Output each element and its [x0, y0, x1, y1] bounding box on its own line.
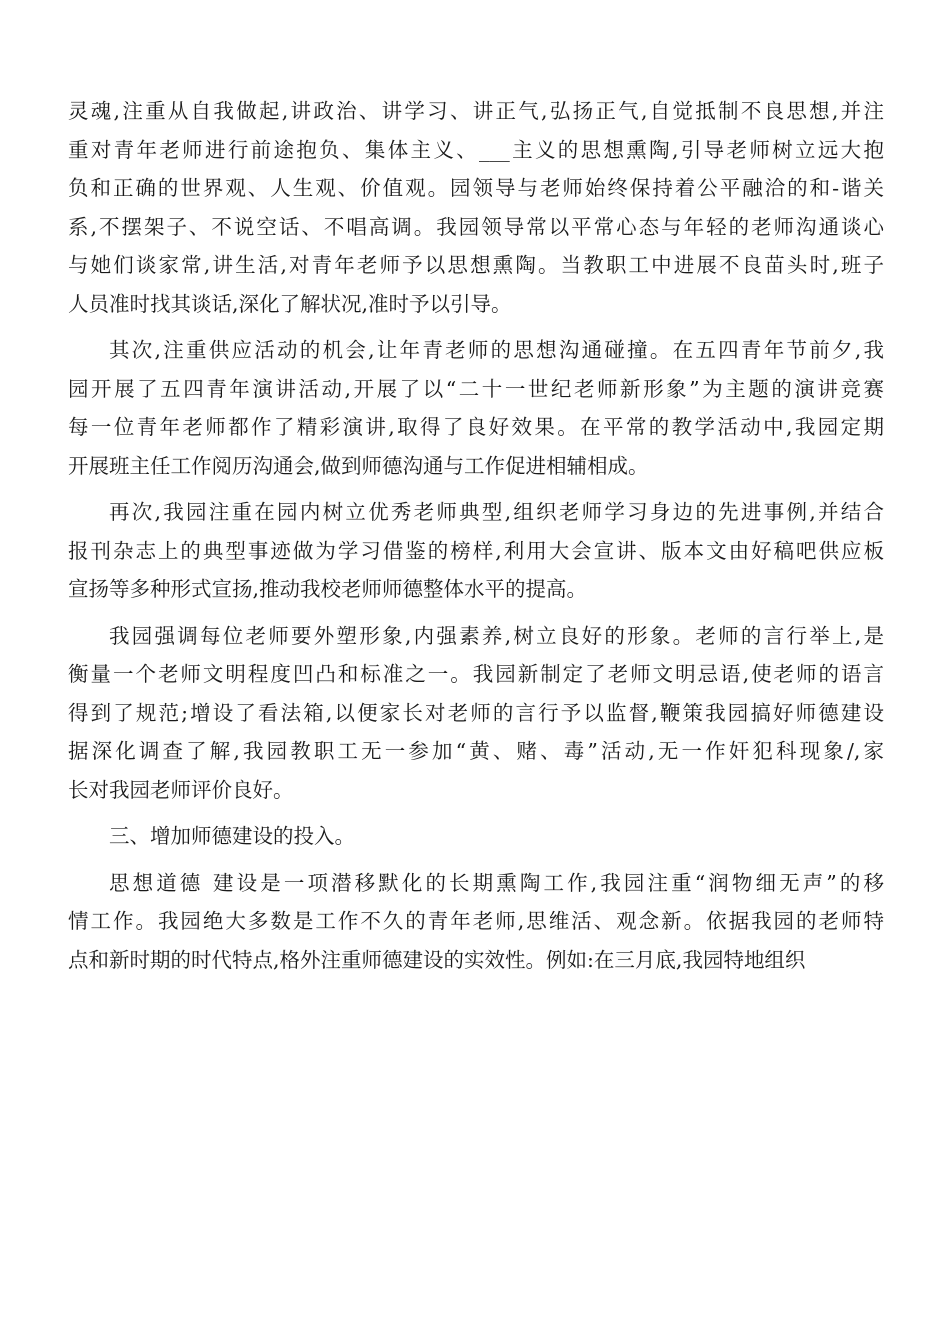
text-line: 人员准时找其谈话,深化了解状况,准时予以引导。	[68, 291, 512, 316]
paragraph	[68, 331, 884, 485]
text-line: 情工作。我园绝大多数是工作不久的青年老师,思维活、观念新。依据我园的老师特	[68, 909, 884, 933]
text-line: 宣扬等多种形式宣扬,推动我校老师师德整体水平的提高。	[68, 577, 588, 601]
text-line: 我园强调每位老师要外塑形象,内强素养,树立良好的形象。老师的言行举上,是	[109, 623, 884, 648]
text-line: 点和新时期的时代特点,格外注重师德建设的实效性。例如:在三月底,我园特地组织	[68, 947, 806, 972]
paragraph	[68, 493, 884, 609]
text-line: 得到了规范;增设了看法箱,以便家长对老师的言行予以监督,鞭策我园搞好师德建设	[68, 700, 884, 725]
text-line: 园开展了五四青年演讲活动,开展了以“二十一世纪老师新形象”为主题的演讲竞赛	[68, 376, 884, 401]
text-line: 灵魂,注重从自我做起,讲政治、讲学习、讲正气,弘扬正气,自觉抵制不良思想,并注	[68, 99, 884, 123]
paragraph	[68, 864, 884, 980]
text-line: 长对我园老师评价良好。	[68, 777, 294, 802]
text-line: 报刊杂志上的典型事迹做为学习借鉴的榜样,利用大会宣讲、版本文由好稿吧供应板	[68, 538, 884, 563]
text-line: 系,不摆架子、不说空话、不唱高调。我园领导常以平常心态与年轻的老师沟通谈心	[68, 214, 884, 239]
text-line: 衡量一个老师文明程度凹凸和标准之一。我园新制定了老师文明忌语,使老师的语言	[68, 662, 884, 686]
text-line: 开展班主任工作阅历沟通会,做到师德沟通与工作促进相辅相成。	[68, 453, 649, 478]
section-heading	[68, 817, 884, 856]
text-line: 再次,我园注重在园内树立优秀老师典型,组织老师学习身边的先进事例,并结合	[109, 500, 884, 524]
document-body	[68, 92, 884, 987]
text-line: 每一位青年老师都作了精彩演讲,取得了良好效果。在平常的教学活动中,我园定期	[68, 415, 884, 439]
text-line: 负和正确的世界观、人生观、价值观。园领导与老师始终保持着公平融洽的和-谐关	[68, 176, 884, 200]
text-line: 重对青年老师进行前途抱负、集体主义、___主义的思想熏陶,引导老师树立远大抱	[68, 137, 884, 162]
paragraph	[68, 92, 884, 323]
text-line: 与她们谈家常,讲生活,对青年老师予以思想熏陶。当教职工中进展不良苗头时,班子	[68, 253, 884, 277]
text-line: 其次,注重供应活动的机会,让年青老师的思想沟通碰撞。在五四青年节前夕,我	[109, 338, 884, 362]
text-line: 三、增加师德建设的投入。	[109, 824, 355, 848]
text-line: 思想道德 建设是一项潜移默化的长期熏陶工作,我园注重“润物细无声”的移	[109, 870, 884, 895]
paragraph	[68, 617, 884, 810]
text-line: 据深化调查了解,我园教职工无一参加“黄、赌、毒”活动,无一作奸犯科现象/,家	[68, 739, 884, 763]
